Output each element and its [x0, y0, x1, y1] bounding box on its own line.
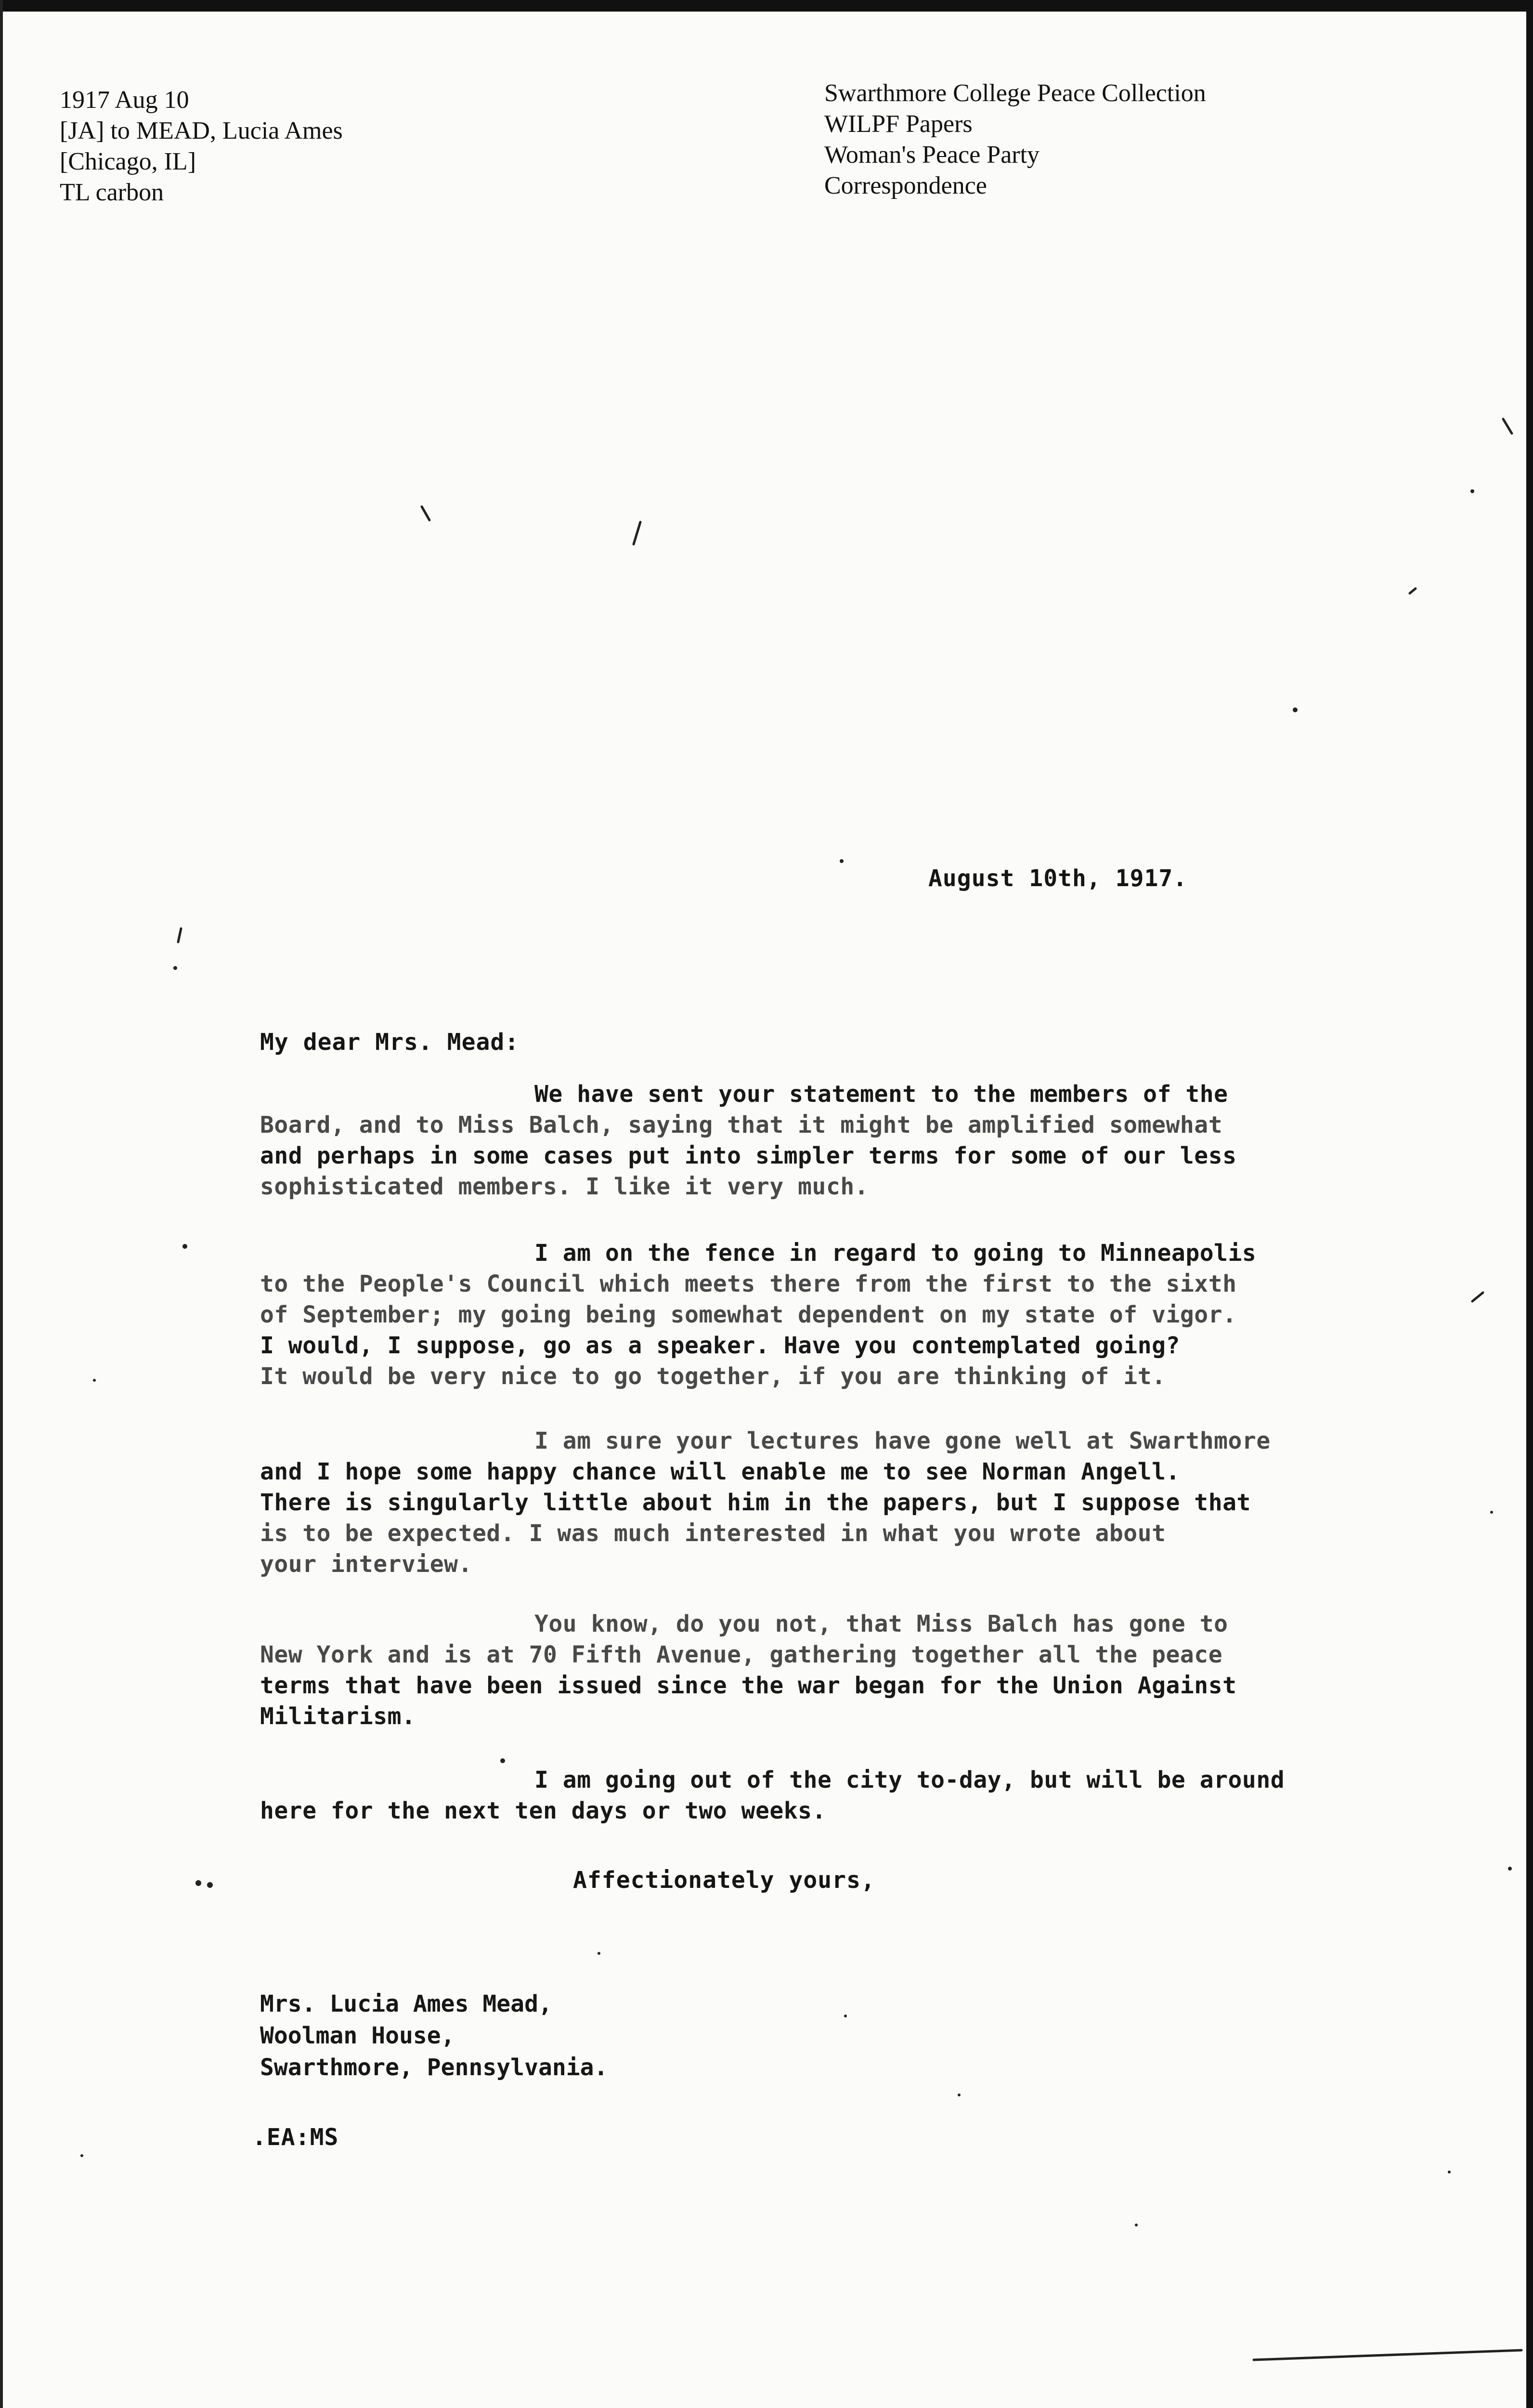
- address-line: Mrs. Lucia Ames Mead,: [260, 1990, 552, 2017]
- letter-salutation: My dear Mrs. Mead:: [260, 1029, 520, 1056]
- paragraph-line: and I hope some happy chance will enable me to see Norman Angell.: [260, 1458, 1180, 1485]
- paragraph-line: Militarism.: [260, 1703, 416, 1730]
- paragraph-line: and perhaps in some cases put into simpler terms for some of our less: [260, 1142, 1237, 1169]
- scan-mark: [1254, 2350, 1521, 2360]
- scan-edge-left: [0, 0, 3, 2408]
- scan-speck: [598, 1952, 600, 1955]
- letter-paragraph-5: [260, 1765, 1285, 1826]
- paragraph-line: your interview.: [260, 1551, 472, 1578]
- paragraph-line: to the People's Council which meets there from the first to the sixth: [260, 1270, 1237, 1297]
- scan-speck: [844, 2015, 847, 2017]
- paragraph-line: We have sent your statement to the members of the: [534, 1081, 1228, 1108]
- address-line: Swarthmore, Pennsylvania.: [260, 2054, 608, 2081]
- catalog-correspondents: [JA] to MEAD, Lucia Ames: [60, 117, 343, 144]
- address-line: Woolman House,: [260, 2022, 455, 2049]
- letter-paragraph-4: [260, 1609, 1237, 1732]
- letter-paragraph-2: [260, 1238, 1256, 1392]
- paragraph-line: I would, I suppose, go as a speaker. Have you contemplated going?: [260, 1332, 1180, 1359]
- catalog-date: 1917 Aug 10: [60, 86, 189, 114]
- paragraph-line: There is singularly little about him in the papers, but I suppose that: [260, 1489, 1251, 1516]
- letter-closing: Affectionately yours,: [573, 1867, 875, 1894]
- scan-speck: [93, 1379, 96, 1382]
- scan-speck: [958, 2094, 961, 2096]
- scan-speck: [1293, 707, 1298, 712]
- scan-speck: [182, 1244, 187, 1249]
- scan-edge-top: [0, 0, 1533, 12]
- scan-speck: [195, 1880, 201, 1886]
- scan-speck: [80, 2154, 83, 2157]
- paragraph-line: I am on the fence in regard to going to Minneapolis: [534, 1240, 1257, 1267]
- scan-mark: [1472, 1293, 1483, 1301]
- paragraph-line: is to be expected. I was much interested in what you wrote about: [260, 1520, 1166, 1547]
- paragraph-line: New York and is at 70 Fifth Avenue, gathering together all the peace: [260, 1641, 1223, 1668]
- scan-mark: [422, 507, 429, 520]
- paragraph-line: of September; my going being somewhat dependent on my state of vigor.: [260, 1301, 1237, 1328]
- letter-paragraph-3: [260, 1426, 1271, 1580]
- scan-speck: [173, 966, 177, 970]
- catalog-header-left: [60, 85, 343, 208]
- paragraph-line: Board, and to Miss Balch, saying that it might be amplified somewhat: [260, 1112, 1223, 1139]
- catalog-format: TL carbon: [60, 179, 164, 206]
- scan-speck: [1135, 2224, 1138, 2226]
- letter-date: August 10th, 1917.: [928, 865, 1188, 892]
- catalog-papers: WILPF Papers: [824, 110, 973, 138]
- catalog-header-right: [824, 78, 1206, 201]
- scan-speck: [1470, 489, 1474, 493]
- scan-mark: [634, 522, 640, 544]
- catalog-series: Woman's Peace Party: [824, 141, 1040, 169]
- scan-mark: [1503, 419, 1512, 433]
- scan-speck: [1508, 1867, 1512, 1871]
- typist-reference: .EA:MS: [252, 2124, 339, 2151]
- paragraph-line: You know, do you not, that Miss Balch has gone to: [534, 1610, 1228, 1637]
- recipient-address: [260, 1988, 608, 2083]
- letter-paragraph-1: [260, 1079, 1237, 1202]
- paragraph-line: I am sure your lectures have gone well at Swarthmore: [534, 1427, 1271, 1454]
- scan-mark: [178, 929, 181, 942]
- scan-speck: [840, 859, 844, 863]
- paragraph-line: sophisticated members. I like it very much.: [260, 1173, 869, 1200]
- paragraph-line: It would be very nice to go together, if you are thinking of it.: [260, 1363, 1166, 1390]
- catalog-collection: Swarthmore College Peace Collection: [824, 79, 1206, 107]
- scan-speck: [500, 1758, 505, 1763]
- paragraph-line: I am going out of the city to-day, but will be around: [534, 1767, 1285, 1793]
- catalog-subseries: Correspondence: [824, 172, 987, 199]
- scan-speck: [1490, 1511, 1493, 1514]
- paragraph-line: here for the next ten days or two weeks.: [260, 1797, 826, 1824]
- scan-mark: [1410, 589, 1416, 593]
- scan-speck: [1448, 2171, 1451, 2173]
- paragraph-line: terms that have been issued since the war began for the Union Against: [260, 1672, 1237, 1699]
- catalog-place: [Chicago, IL]: [60, 148, 196, 175]
- scan-speck: [207, 1882, 213, 1888]
- scan-edge-right: [1526, 0, 1533, 2408]
